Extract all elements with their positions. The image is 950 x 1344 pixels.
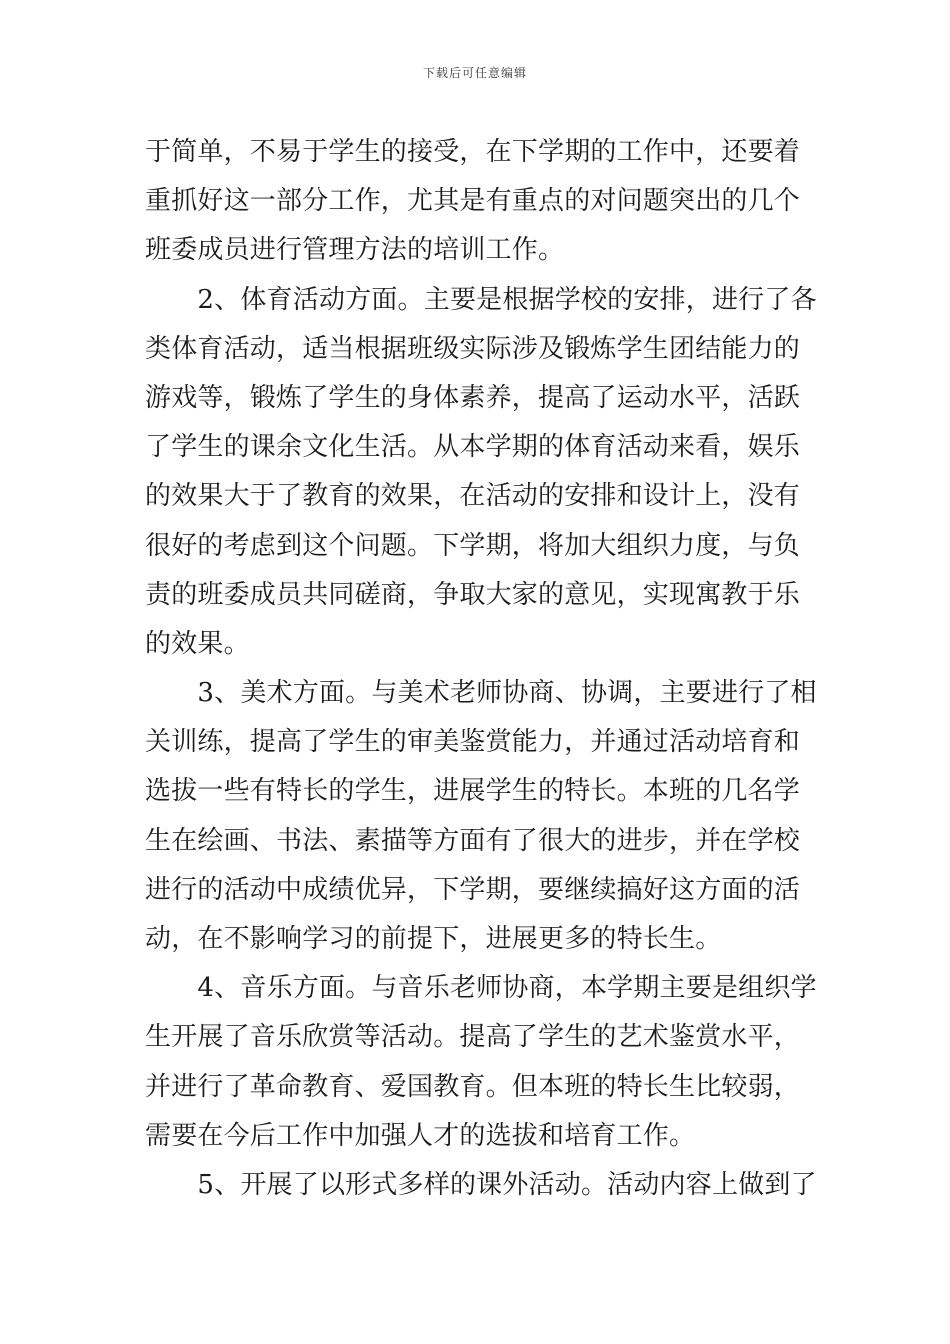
text-line: 的效果大于了教育的效果，在活动的安排和设计上，没有 (145, 481, 801, 512)
text-line: 生在绘画、书法、素描等方面有了很大的进步，并在学校 (145, 825, 801, 856)
text-line: 生开展了音乐欣赏等活动。提高了学生的艺术鉴赏水平， (145, 1022, 801, 1053)
text-line: 2、体育活动方面。主要是根据学校的安排，进行了各 (145, 284, 817, 315)
text-line: 选拔一些有特长的学生，进展学生的特长。本班的几名学 (145, 776, 801, 807)
text-line: 游戏等，锻炼了学生的身体素养，提高了运动水平，活跃 (145, 382, 801, 413)
text-line: 责的班委成员共同磋商，争取大家的意见，实现寓教于乐 (145, 579, 801, 610)
text-line: 进行的活动中成绩优异，下学期，要继续搞好这方面的活 (145, 874, 801, 905)
text-line: 5、开展了以形式多样的课外活动。活动内容上做到了 (145, 1169, 817, 1200)
text-line: 的效果。 (145, 628, 250, 659)
text-line: 了学生的课余文化生活。从本学期的体育活动来看，娱乐 (145, 432, 801, 463)
text-line: 并进行了革命教育、爱国教育。但本班的特长生比较弱， (145, 1071, 801, 1102)
text-line: 班委成员进行管理方法的培训工作。 (145, 235, 565, 266)
text-line: 需要在今后工作中加强人才的选拔和培育工作。 (145, 1120, 696, 1151)
page-header: 下载后可任意编辑 (422, 66, 527, 80)
text-line: 4、音乐方面。与音乐老师协商，本学期主要是组织学 (145, 973, 817, 1004)
document-body (145, 128, 815, 1210)
text-line: 很好的考虑到这个问题。下学期，将加大组织力度，与负 (145, 530, 801, 561)
text-line: 于简单，不易于学生的接受，在下学期的工作中，还要着 (145, 137, 801, 167)
text-line: 关训练，提高了学生的审美鉴赏能力，并通过活动培育和 (145, 727, 801, 758)
text-line: 类体育活动，适当根据班级实际涉及锻炼学生团结能力的 (145, 333, 801, 364)
text-line: 动，在不影响学习的前提下，进展更多的特长生。 (145, 924, 722, 954)
text-line: 3、美术方面。与美术老师协商、协调，主要进行了相 (145, 678, 817, 709)
text-line: 重抓好这一部分工作，尤其是有重点的对问题突出的几个 (145, 186, 801, 217)
